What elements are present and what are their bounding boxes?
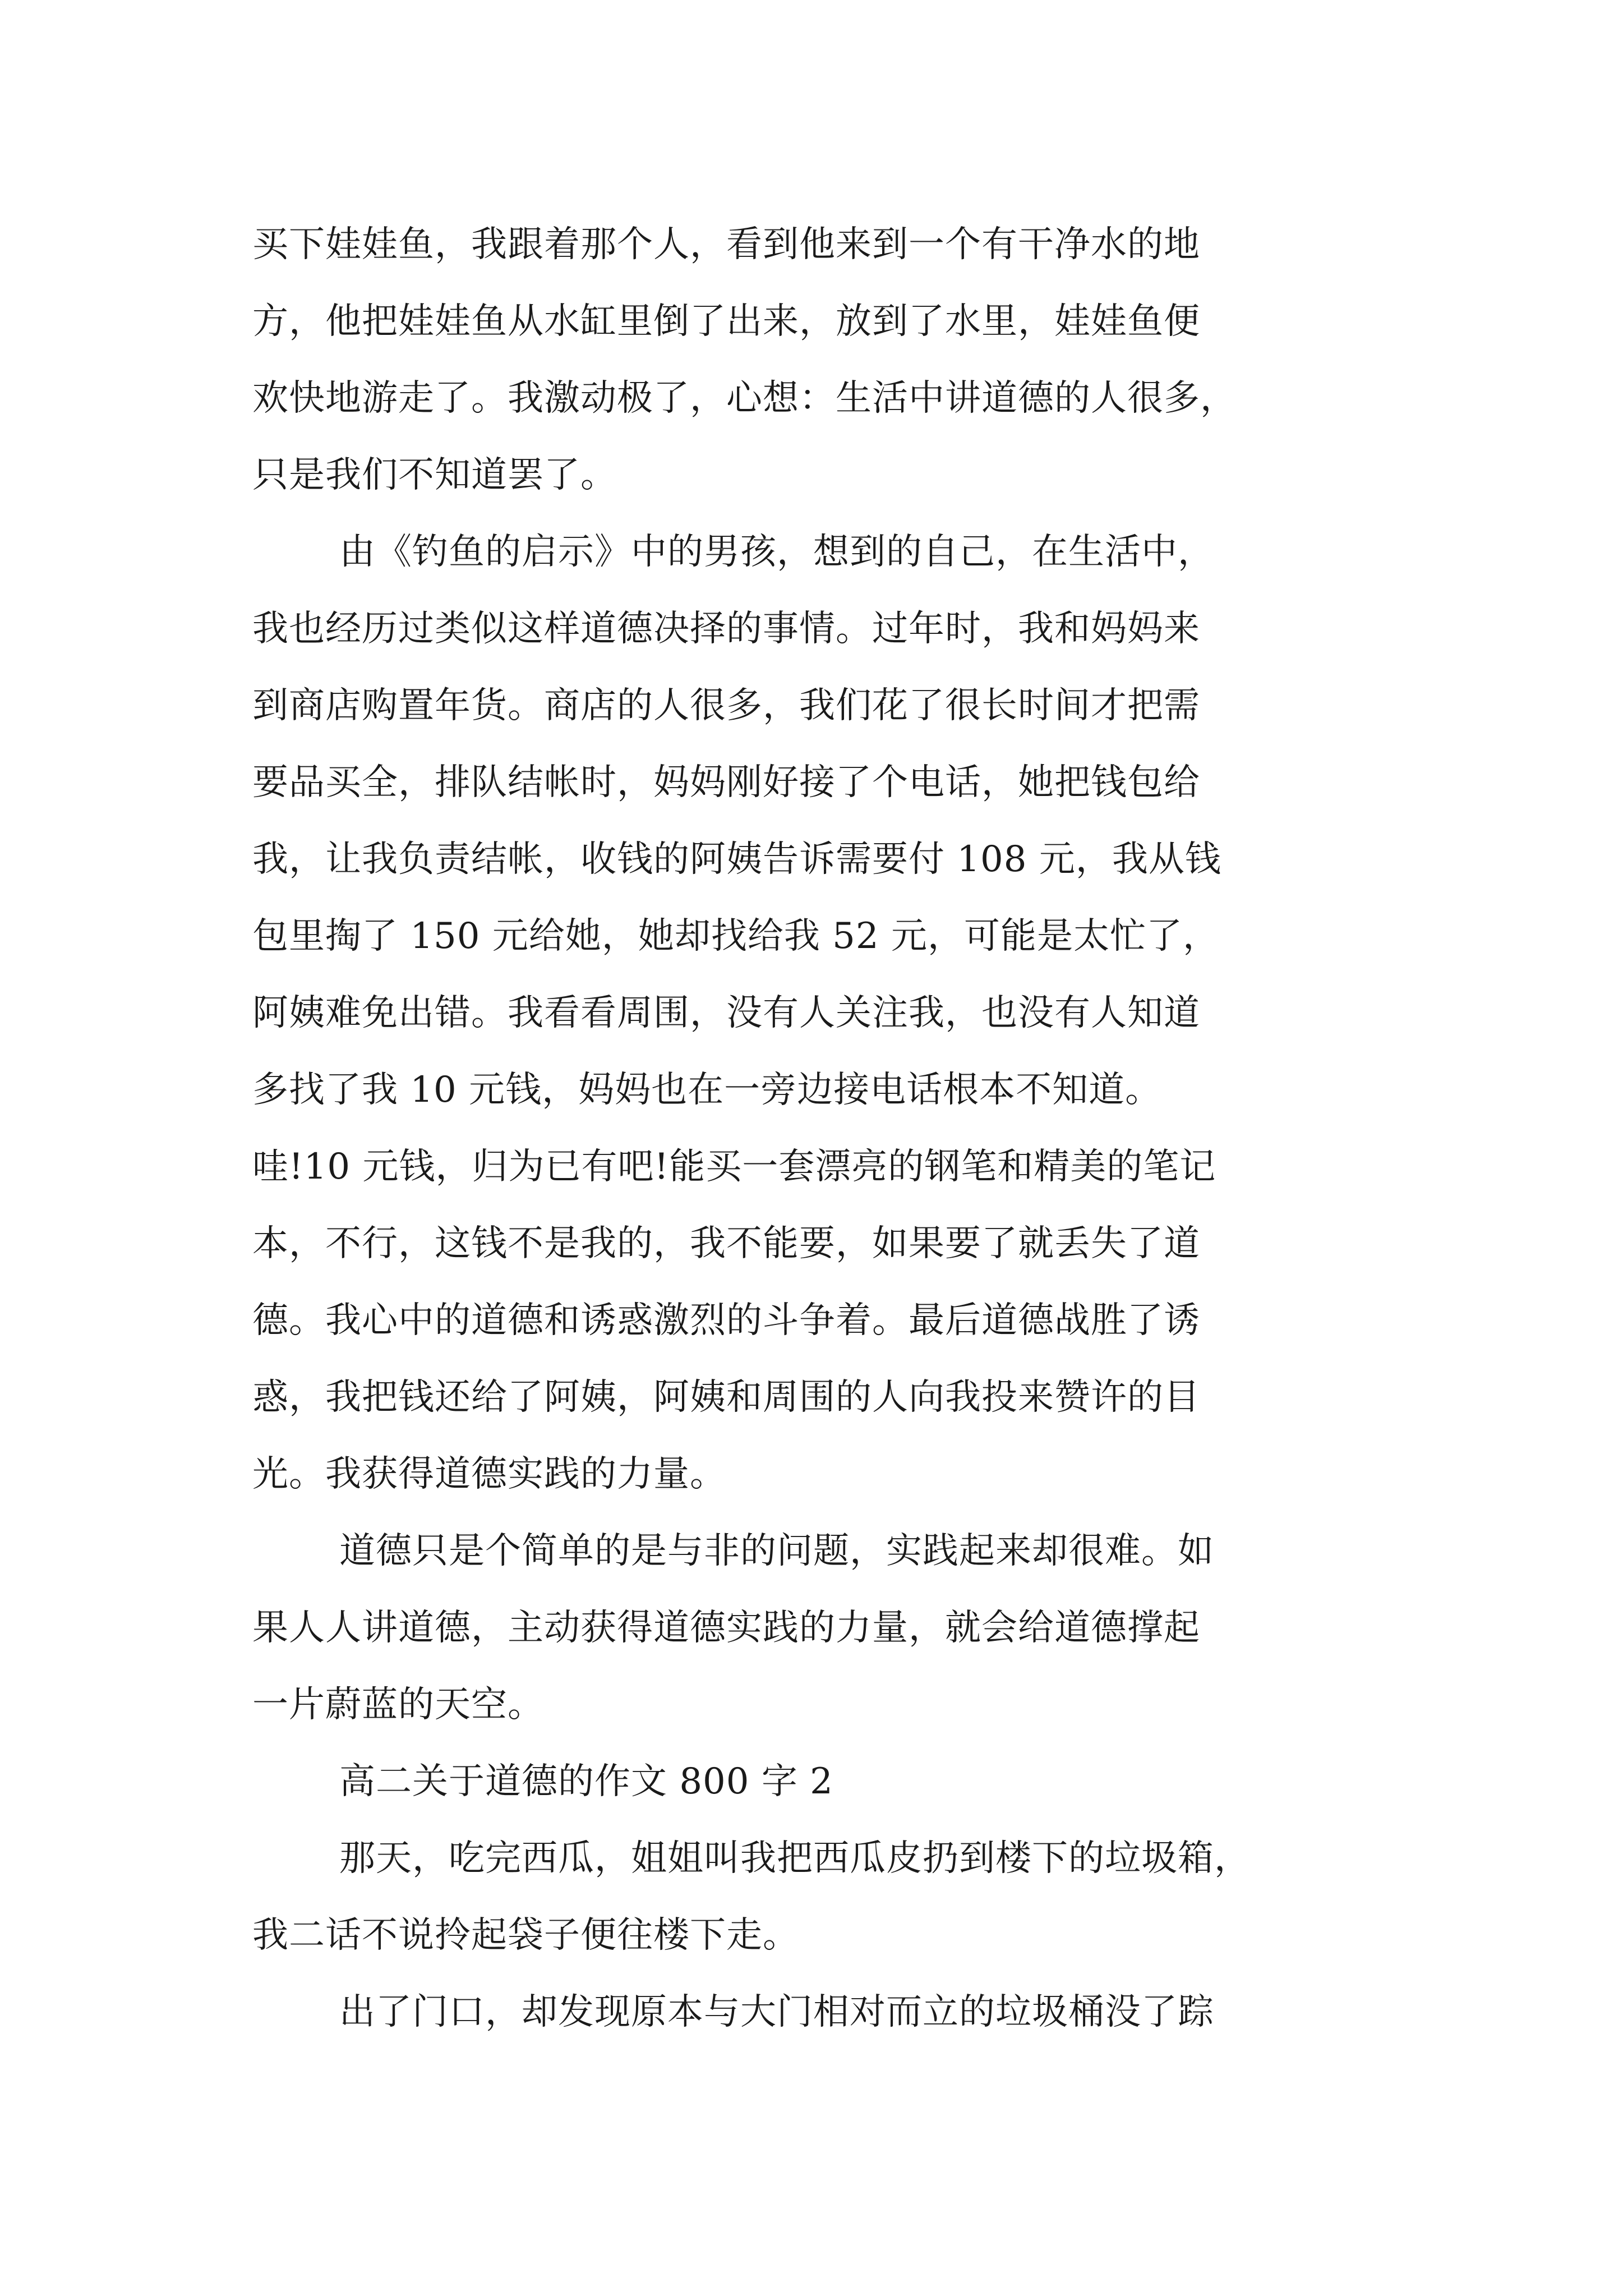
text-line: 我二话不说拎起袋子便往楼下走。: [252, 1915, 799, 1956]
text-line: 哇!10 元钱，归为已有吧!能买一套漂亮的钢笔和精美的笔记: [252, 1146, 1216, 1188]
text-line: 包里掏了 150 元给她，她却找给我 52 元，可能是太忙了，: [252, 915, 1219, 957]
text-line: 德。我心中的道德和诱惑激烈的斗争着。最后道德战胜了诱: [252, 1300, 1200, 1341]
text-line: 多找了我 10 元钱，妈妈也在一旁边接电话根本不知道。: [252, 1069, 1162, 1111]
text-line: 果人人讲道德，主动获得道德实践的力量，就会给道德撑起: [252, 1607, 1200, 1649]
text-line: 只是我们不知道罢了。: [252, 454, 617, 496]
text-line: 方，他把娃娃鱼从水缸里倒了出来，放到了水里，娃娃鱼便: [252, 301, 1200, 342]
text-line: 要品买全，排队结帐时，妈妈刚好接了个电话，她把钱包给: [252, 762, 1200, 803]
text-line: 那天，吃完西瓜，姐姐叫我把西瓜皮扔到楼下的垃圾箱，: [339, 1838, 1251, 1879]
text-line: 欢快地游走了。我激动极了，心想：生活中讲道德的人很多，: [252, 378, 1237, 419]
text-line: 一片蔚蓝的天空。: [252, 1684, 544, 1726]
text-line: 出了门口，却发现原本与大门相对而立的垃圾桶没了踪: [339, 1991, 1214, 2033]
section-heading: 高二关于道德的作文 800 字 2: [339, 1761, 833, 1802]
text-line: 阿姨难免出错。我看看周围，没有人关注我，也没有人知道: [252, 992, 1200, 1034]
text-line: 到商店购置年货。商店的人很多，我们花了很长时间才把需: [252, 685, 1200, 726]
text-line: 我，让我负责结帐，收钱的阿姨告诉需要付 108 元，我从钱: [252, 839, 1221, 880]
text-line: 买下娃娃鱼，我跟着那个人，看到他来到一个有干净水的地: [252, 224, 1200, 265]
text-line: 惑，我把钱还给了阿姨，阿姨和周围的人向我投来赞许的目: [252, 1377, 1200, 1418]
text-line: 道德只是个简单的是与非的问题，实践起来却很难。如: [339, 1530, 1214, 1572]
text-line: 光。我获得道德实践的力量。: [252, 1453, 726, 1495]
text-line: 由《钓鱼的启示》中的男孩，想到的自己，在生活中，: [339, 531, 1214, 573]
text-line: 我也经历过类似这样道德决择的事情。过年时，我和妈妈来: [252, 608, 1200, 650]
text-line: 本，不行，这钱不是我的，我不能要，如果要了就丢失了道: [252, 1223, 1200, 1264]
